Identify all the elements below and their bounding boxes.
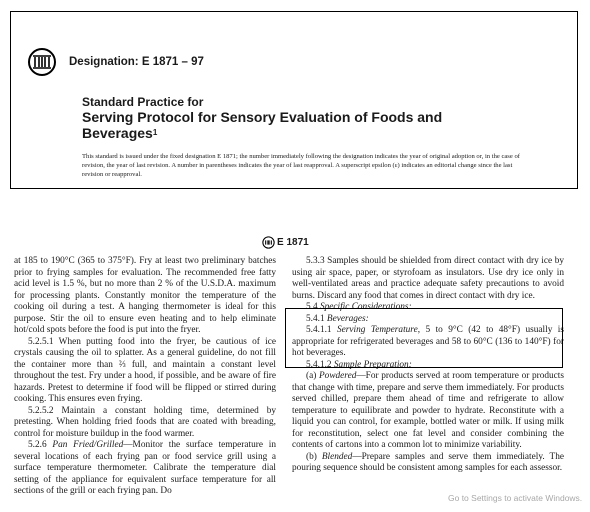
left-column — [14, 256, 276, 498]
standard-footnote: This standard is issued under the fixed designation E 1871; the number immediately following the designation indicates the year of original adoption or, in the case of revision, the year of last revision. A number in parentheses indicates the year of last reapproval. A superscript epsilon (ε) indicates an editorial change since the last revision or reapproval. — [82, 153, 520, 178]
title-line-3: Beverages$^1$ — [82, 125, 158, 141]
paragraph: 5.2.5.2 Maintain a constant holding time, determined by pretesting. When holding fried foods that are coated with breading, control for moisture buildup in the food warmer. — [14, 405, 276, 439]
page-header — [262, 236, 309, 249]
title-line-1: Standard Practice for — [82, 95, 204, 109]
section-heading: 5.4 Specific Considerations: — [306, 302, 412, 312]
astm-small-logo-icon — [262, 236, 275, 249]
paragraph: 5.2.6 Pan Fried/Grilled—Monitor the surface temperature in several locations of each frying pan or food service grill using a surface temperature thermometer. Calibrate the temperature dial setting of the appliance for equivalent surface temperature for all sections of the grill or each frying pan. Do — [14, 440, 276, 496]
paragraph: (a) Powdered—For products served at room temperature or products that change with time, prepare and serve them immediately. For products served chilled, prepare them ahead of time and refrigerate to allow temperature to equilibrate and powder to hydrate. Reconstitute with a liquid you can control, for example, bottled water or milk. If using milk for reconstitution, select one fat level and consider combining the contents of cartons into a common lot to minimize variability. — [292, 371, 565, 450]
title-superscript: 1 — [152, 128, 158, 137]
paragraph: 5.4.1.1 Serving Temperature, 5 to 9°C (42 to 48°F) usually is appropriate for refrigerated beverages and 58 to 60°C (136 to 140°F) for hot beverages. — [292, 325, 564, 358]
page-header-label: E 1871 — [277, 237, 309, 249]
paragraph: at 185 to 190°C (365 to 375°F). Fry at least two preliminary batches prior to frying samples for evaluation. The recommended free fatty acid level is 1.5 %, but no more than 2 % of the U.S.D.A. maximum for processing plants. Constantly monitor the temperature of the cooking oil during a test. A hanging thermometer is ideal for this purpose. Stir the oil to ensure even heating and to help eliminate hot/cold spots before the food is put into the fryer. — [14, 256, 276, 335]
section-heading: 5.4.1.2 Sample Preparation: — [306, 359, 412, 370]
title-line-2: Serving Protocol for Sensory Evaluation of Foods and — [82, 109, 443, 125]
paragraph: 5.2.5.1 When putting food into the fryer, be cautious of ice crystals causing the oil to splatter. As a general guideline, do not fill the container more than ⅔ full, and maintain a constant level throughout the test. Fry under a hood, if possible, and be aware of fire hazards. Pretest to determine if food will be flipped or stirred during cooking. This ensures even frying. — [14, 336, 276, 404]
paragraph: (b) Blended—Prepare samples and serve them immediately. The pouring sequence should be consistent among samples for each assessor. — [292, 451, 564, 473]
document-title — [82, 96, 442, 141]
designation: Designation: E 1871 – 97 — [69, 56, 204, 68]
right-column — [292, 256, 564, 475]
section-heading: 5.4.1 Beverages: — [306, 313, 369, 324]
paragraph: 5.3.3 Samples should be shielded from direct contact with dry ice by using air space, paper, or styrofoam as insulators. Use dry ice only in well-ventilated areas and practice adequate safety precautions to avoid burns. Discard any food that comes in direct contact with dry ice. — [292, 256, 564, 301]
activation-watermark: Go to Settings to activate Windows. — [448, 493, 583, 503]
astm-logo-icon — [28, 47, 56, 77]
